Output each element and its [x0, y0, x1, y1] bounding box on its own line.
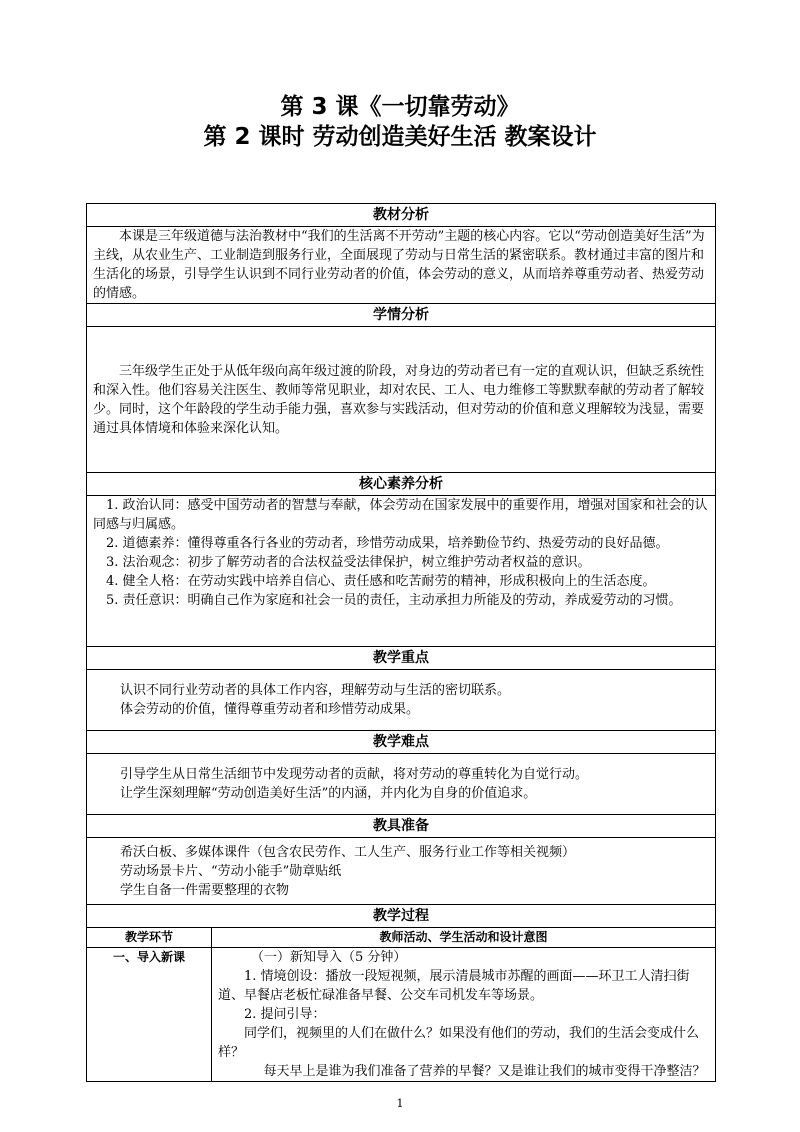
subsection-title: （一）新知导入（5 分钟） [251, 950, 407, 965]
tool-line: 学生自备一件需要整理的衣物 [120, 882, 290, 898]
process-paragraph: 同学们，视频里的人们在做什么？如果没有他们的劳动，我们的生活会变成什么样？ [218, 1026, 700, 1060]
stage-column-header: 教学环节 [87, 928, 212, 948]
tool-line: 希沃白板、多媒体课件（包含农民劳作、工人生产、服务行业工作等相关视频） [120, 844, 576, 860]
materials-text: 本课是三年级道德与法治教材中“我们的生活离不开劳动”主题的核心内容。它以“劳动创造美好生活”为主线，从农业生产、工业制造到服务行业，全面展现了劳动与日常生活的紧密联系。教材通过丰富的图片和生活化的场景，引导学生认识到不同行业劳动者的价值，体会劳动的意义，从而培养尊重劳动者、热爱劳动的情感。 [93, 229, 705, 301]
activity-column-header: 教师活动、学生活动和设计意图 [212, 928, 716, 948]
stage-name: 一、导入新课 [87, 948, 212, 1082]
tools-heading: 教具准备 [87, 815, 716, 838]
key-point-line: 体会劳动的价值，懂得尊重劳动者和珍惜劳动成果。 [120, 702, 420, 717]
core-item: 3. 法治观念：初步了解劳动者的合法权益受法律保护，树立维护劳动者权益的意识。 [106, 555, 591, 570]
lesson-plan-table [86, 203, 716, 1082]
process-paragraph: 每天早上是谁为我们准备了营养的早餐？又是谁让我们的城市变得干净整洁？ [263, 1064, 706, 1079]
students-text: 三年级学生正处于从低年级向高年级过渡的阶段，对身边的劳动者已有一定的直观认识，但缺乏系统性和深入性。他们容易关注医生、教师等常见职业，却对农民、工人、电力维修工等默默奉献的劳动者了解较少。同时，这个年龄段的学生动手能力强，喜欢参与实践活动，但对劳动的价值和意义理解较为浅显，需要通过具体情境和体验来深化认知。 [93, 363, 705, 436]
students-heading: 学情分析 [87, 304, 716, 327]
key-points-heading: 教学重点 [87, 647, 716, 670]
lesson-title: 第 3 课《一切靠劳动》 [280, 94, 520, 120]
difficulties-heading: 教学难点 [87, 731, 716, 754]
core-item: 4. 健全人格：在劳动实践中培养自信心、责任感和吃苦耐劳的精神，形成积极向上的生活态度。 [106, 574, 656, 589]
process-paragraph: 2. 提问引导： [244, 1007, 326, 1022]
tool-line: 劳动场景卡片、“劳动小能手”勋章贴纸 [120, 863, 342, 879]
core-item: 5. 责任意识：明确自己作为家庭和社会一员的责任，主动承担力所能及的劳动，养成爱劳动的习惯。 [106, 593, 682, 608]
lesson-subtitle: 第 2 课时 劳动创造美好生活 教案设计 [203, 124, 597, 150]
key-point-line: 认识不同行业劳动者的具体工作内容，理解劳动与生活的密切联系。 [120, 683, 511, 698]
process-heading: 教学过程 [87, 905, 716, 928]
core-item: 2. 道德素养：懂得尊重各行各业的劳动者，珍惜劳动成果，培养勤俭节约、热爱劳动的良好品德。 [106, 536, 669, 551]
difficulty-line: 引导学生从日常生活细节中发现劳动者的贡献，将对劳动的尊重转化为自觉行动。 [120, 767, 589, 782]
materials-heading: 教材分析 [87, 204, 716, 227]
core-item: 1. 政治认同：感受中国劳动者的智慧与奉献，体会劳动在国家发展中的重要作用，增强对国家和社会的认同感与归属感。 [93, 498, 708, 532]
process-paragraph: 1. 情境创设：播放一段短视频，展示清晨城市苏醒的画面——环卫工人清扫街道、早餐店老板忙碌准备早餐、公交车司机发车等场景。 [218, 969, 690, 1003]
page-number: 1 [396, 1097, 404, 1110]
core-heading: 核心素养分析 [87, 473, 716, 496]
difficulty-line: 让学生深刻理解“劳动创造美好生活”的内涵，并内化为自身的价值追求。 [120, 786, 537, 801]
